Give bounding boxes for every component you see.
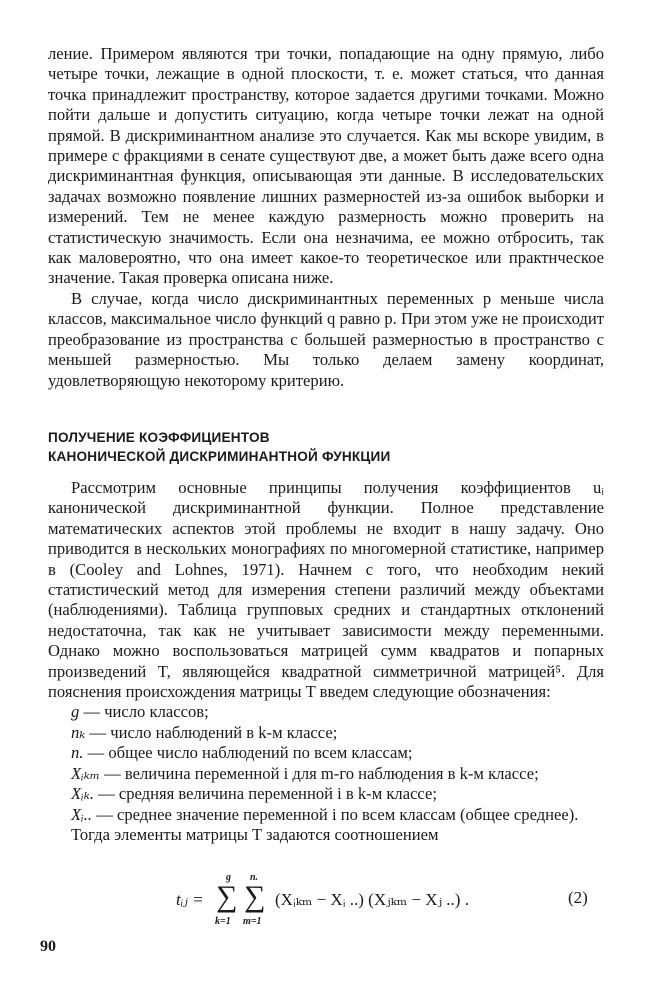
paragraph-coefficients: Рассмотрим основные принципы получения коэффициентов uᵢ канонической дискриминантной функции. Полное представление математических аспектов этой проблемы не входит в нашу задачу. Оно приводится в нескольких монографиях по многомерной статистике, например в (Cooley and Lohnes, 1971). Начнем с того, что необходим некий статистический метод для измерения степени различий между объектами (наблюдениями). Таблица групповых средних и стандартных отклонений недостаточна, так как не учитывает зависимости между переменными. Однако можно воспользоваться матрицей сумм квадратов и попарных произведений T, являющейся квадратной симметричной матрицей⁵. Для пояснения происхождения матрицы T введем следующие обозначения: bbox=[48, 478, 604, 702]
section-heading-line-1: ПОЛУЧЕНИЕ КОЭФФИЦИЕНТОВ bbox=[48, 430, 270, 445]
notation-text: — средняя величина переменной i в k-м классе; bbox=[93, 784, 437, 804]
notation-text: — число классов; bbox=[79, 702, 209, 722]
text-block-top bbox=[48, 44, 604, 391]
formula-body: (Xᵢₖₘ − Xᵢ ..) (Xⱼₖₘ − Xⱼ ..) . bbox=[275, 890, 469, 909]
notation-text: — величина переменной i для m-го наблюдения в k-м классе; bbox=[100, 763, 539, 783]
notation-symbol: Xᵢₖₘ bbox=[71, 763, 100, 783]
formula-2 bbox=[0, 870, 650, 940]
sum-sign-1: ∑ bbox=[216, 880, 238, 913]
notation-symbol: nₖ bbox=[71, 722, 86, 742]
section-heading-line-2: КАНОНИЧЕСКОЙ ДИСКРИМИНАНТНОЙ ФУНКЦИИ bbox=[48, 449, 391, 464]
text-block-main bbox=[48, 478, 604, 845]
sum2-lower-limit: m=1 bbox=[243, 916, 262, 927]
notation-item bbox=[48, 723, 604, 743]
notation-text: — общее число наблюдений по всем классам; bbox=[83, 743, 413, 763]
page-number: 90 bbox=[40, 938, 56, 955]
sum-sign-2: ∑ bbox=[244, 880, 266, 913]
notation-text: — число наблюдений в k-м классе; bbox=[85, 722, 338, 742]
formula-number: (2) bbox=[568, 888, 588, 907]
notation-list bbox=[48, 702, 604, 824]
formula-intro: Тогда элементы матрицы T задаются соотношением bbox=[71, 824, 439, 844]
notation-item bbox=[48, 764, 604, 784]
section-heading bbox=[48, 428, 604, 466]
sum1-upper-limit: g bbox=[226, 872, 231, 883]
notation-item bbox=[48, 702, 604, 722]
sum1-lower-limit: k=1 bbox=[215, 916, 231, 927]
notation-item bbox=[48, 743, 604, 763]
sum2-upper-limit: n. bbox=[250, 872, 259, 883]
notation-text: — среднее значение переменной i по всем классам (общее среднее). bbox=[92, 804, 579, 824]
notation-item bbox=[48, 784, 604, 804]
paragraph-discriminant-variables: В случае, когда число дискриминантных переменных p меньше числа классов, максимальное число функций q равно p. При этом уже не происходит преобразование из пространства с большей размерностью в пространство с меньшей размерностью. Мы только делаем замену координат, удовлетворяющую некоторому критерию. bbox=[48, 288, 604, 390]
notation-symbol: n. bbox=[71, 743, 84, 763]
notation-symbol: Xᵢₖ. bbox=[71, 784, 94, 804]
notation-item bbox=[48, 805, 604, 825]
formula-lhs: tᵢⱼ = bbox=[176, 890, 204, 909]
notation-symbol: Xᵢ.. bbox=[71, 804, 93, 824]
paragraph-continuation: ление. Примером являются три точки, попадающие на одну прямую, либо четыре точки, лежащие в одной плоскости, т. е. может статься, что данная точка принадлежит пространству, которое задается другими точками. Можно пойти дальше и допустить ситуацию, когда четыре точки лежат на одной прямой. В дискриминантном анализе это случается. Как мы вскоре увидим, в примере с фракциями в сенате существуют две, а может быть даже всего одна дискриминантная функция, описывающая эти данные. В исследовательских задачах возможно появление лишних размерностей из-за ошибок выборки и измерений. Тем не менее каждую размерность можно проверить на статистическую значимость. Если она незначима, ее можно отбросить, так как маловероятно, что она имеет какое-то теоретическое или практнческое значение. Такая проверка описана ниже. bbox=[48, 44, 604, 288]
notation-symbol: g bbox=[71, 702, 80, 722]
